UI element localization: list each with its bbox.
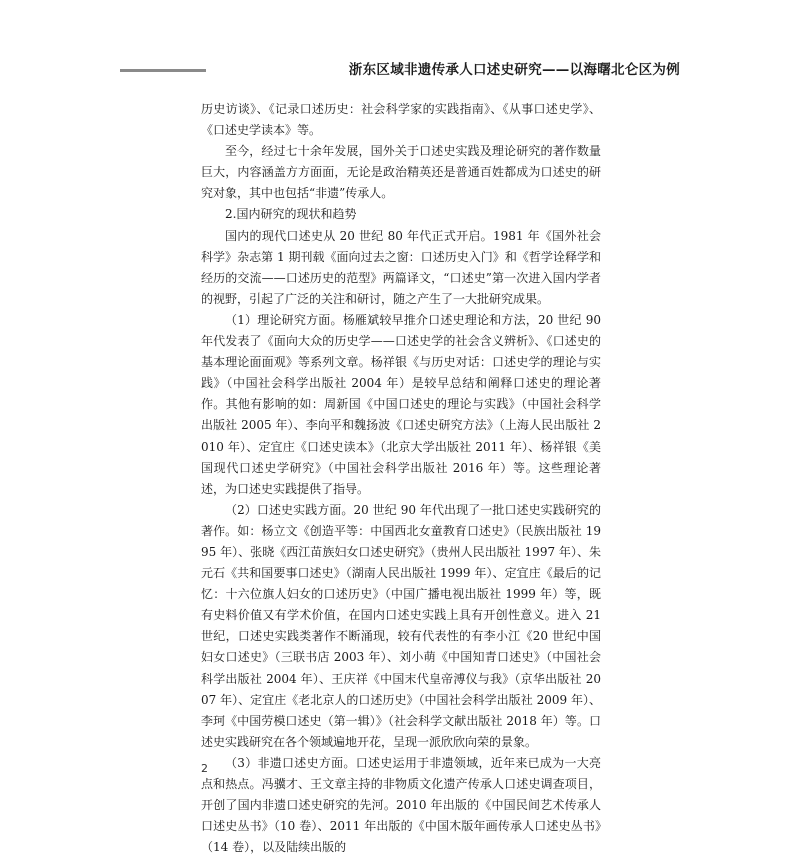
paragraph: 至今，经过七十余年发展，国外关于口述史实践及理论研究的著作数量巨大，内容涵盖方方面面，无论是政治精英还是普通百姓都成为口述史的研究对象，其中也包括“非遗”传承人。 — [201, 144, 601, 201]
body-text — [201, 99, 601, 858]
running-header — [120, 60, 680, 80]
section-subheading: 2.国内研究的现状和趋势 — [225, 207, 357, 222]
page-number: 2 — [201, 762, 208, 775]
paragraph: （3）非遗口述史方面。口述史运用于非遗领域，近年来已成为一大亮点和热点。冯骥才、王文章主持的非物质文化遗产传承人口述史调查项目，开创了国内非遗口述史研究的先河。2010 年出版的《中国民间艺术传承人口述史丛书》（10 卷）、2011 年出版的《中国木版年画传承人口述史丛书》（14 卷），以及陆续出版的 — [201, 755, 601, 855]
paragraph: 国内的现代口述史从 20 世纪 80 年代正式开启。1981 年《国外社会科学》杂志第 1 期刊载《面向过去之窗：口述历史入门》和《哲学诠释学和经历的交流——口述历史的范型》两篇译文，“口述史”第一次进入国内学者的视野，引起了广泛的关注和研讨，随之产生了一大批研究成果。 — [201, 228, 601, 306]
paragraph: 历史访谈》、《记录口述历史：社会科学家的实践指南》、《从事口述史学》、《口述史学读本》等。 — [201, 102, 601, 138]
running-header-title: 浙东区域非遗传承人口述史研究——以海曙北仑区为例 — [348, 62, 680, 78]
header-rule — [120, 69, 206, 72]
paragraph: （1）理论研究方面。杨雁斌较早推介口述史理论和方法，20 世纪 90 年代发表了《面向大众的历史学——口述史学的社会含义辨析》、《口述史的基本理论面面观》等系列文章。杨祥银《与历史对话：口述史学的理论与实践》（中国社会科学出版社 2004 年）是较早总结和阐释口述史的理论著作。其他有影响的如：周新国《中国口述史的理论与实践》（中国社会科学出版社 2005 年）、李向平和魏扬波《口述史研究方法》（上海人民出版社 2010 年）、定宜庄《口述史读本》（北京大学出版社 2011 年）、杨祥银《美国现代口述史学研究》（中国社会科学出版社 2016 年）等。这些理论著述，为口述史实践提供了指导。 — [201, 312, 601, 496]
paragraph: （2）口述史实践方面。20 世纪 90 年代出现了一批口述史实践研究的著作。如：杨立文《创造平等：中国西北女童教育口述史》（民族出版社 1995 年）、张晓《西江苗族妇女口述史研究》（贵州人民出版社 1997 年）、朱元石《共和国要事口述史》（湖南人民出版社 1999 年）、定宜庄《最后的记忆：十六位旗人妇女的口述历史》（中国广播电视出版社 1999 年）等，既有史料价值又有学术价值，在国内口述史实践上具有开创性意义。进入 21 世纪，口述史实践类著作不断涌现，较有代表性的有李小江《20 世纪中国妇女口述史》（三联书店 2003 年）、刘小萌《中国知青口述史》（中国社会科学出版社 2004 年）、王庆祥《中国末代皇帝溥仪与我》（京华出版社 2007 年）、定宜庄《老北京人的口述历史》（中国社会科学出版社 2009 年）、李珂《中国劳模口述史（第一辑）》（社会科学文献出版社 2018 年）等。口述史实践研究在各个领域遍地开花，呈现一派欣欣向荣的景象。 — [201, 502, 601, 749]
